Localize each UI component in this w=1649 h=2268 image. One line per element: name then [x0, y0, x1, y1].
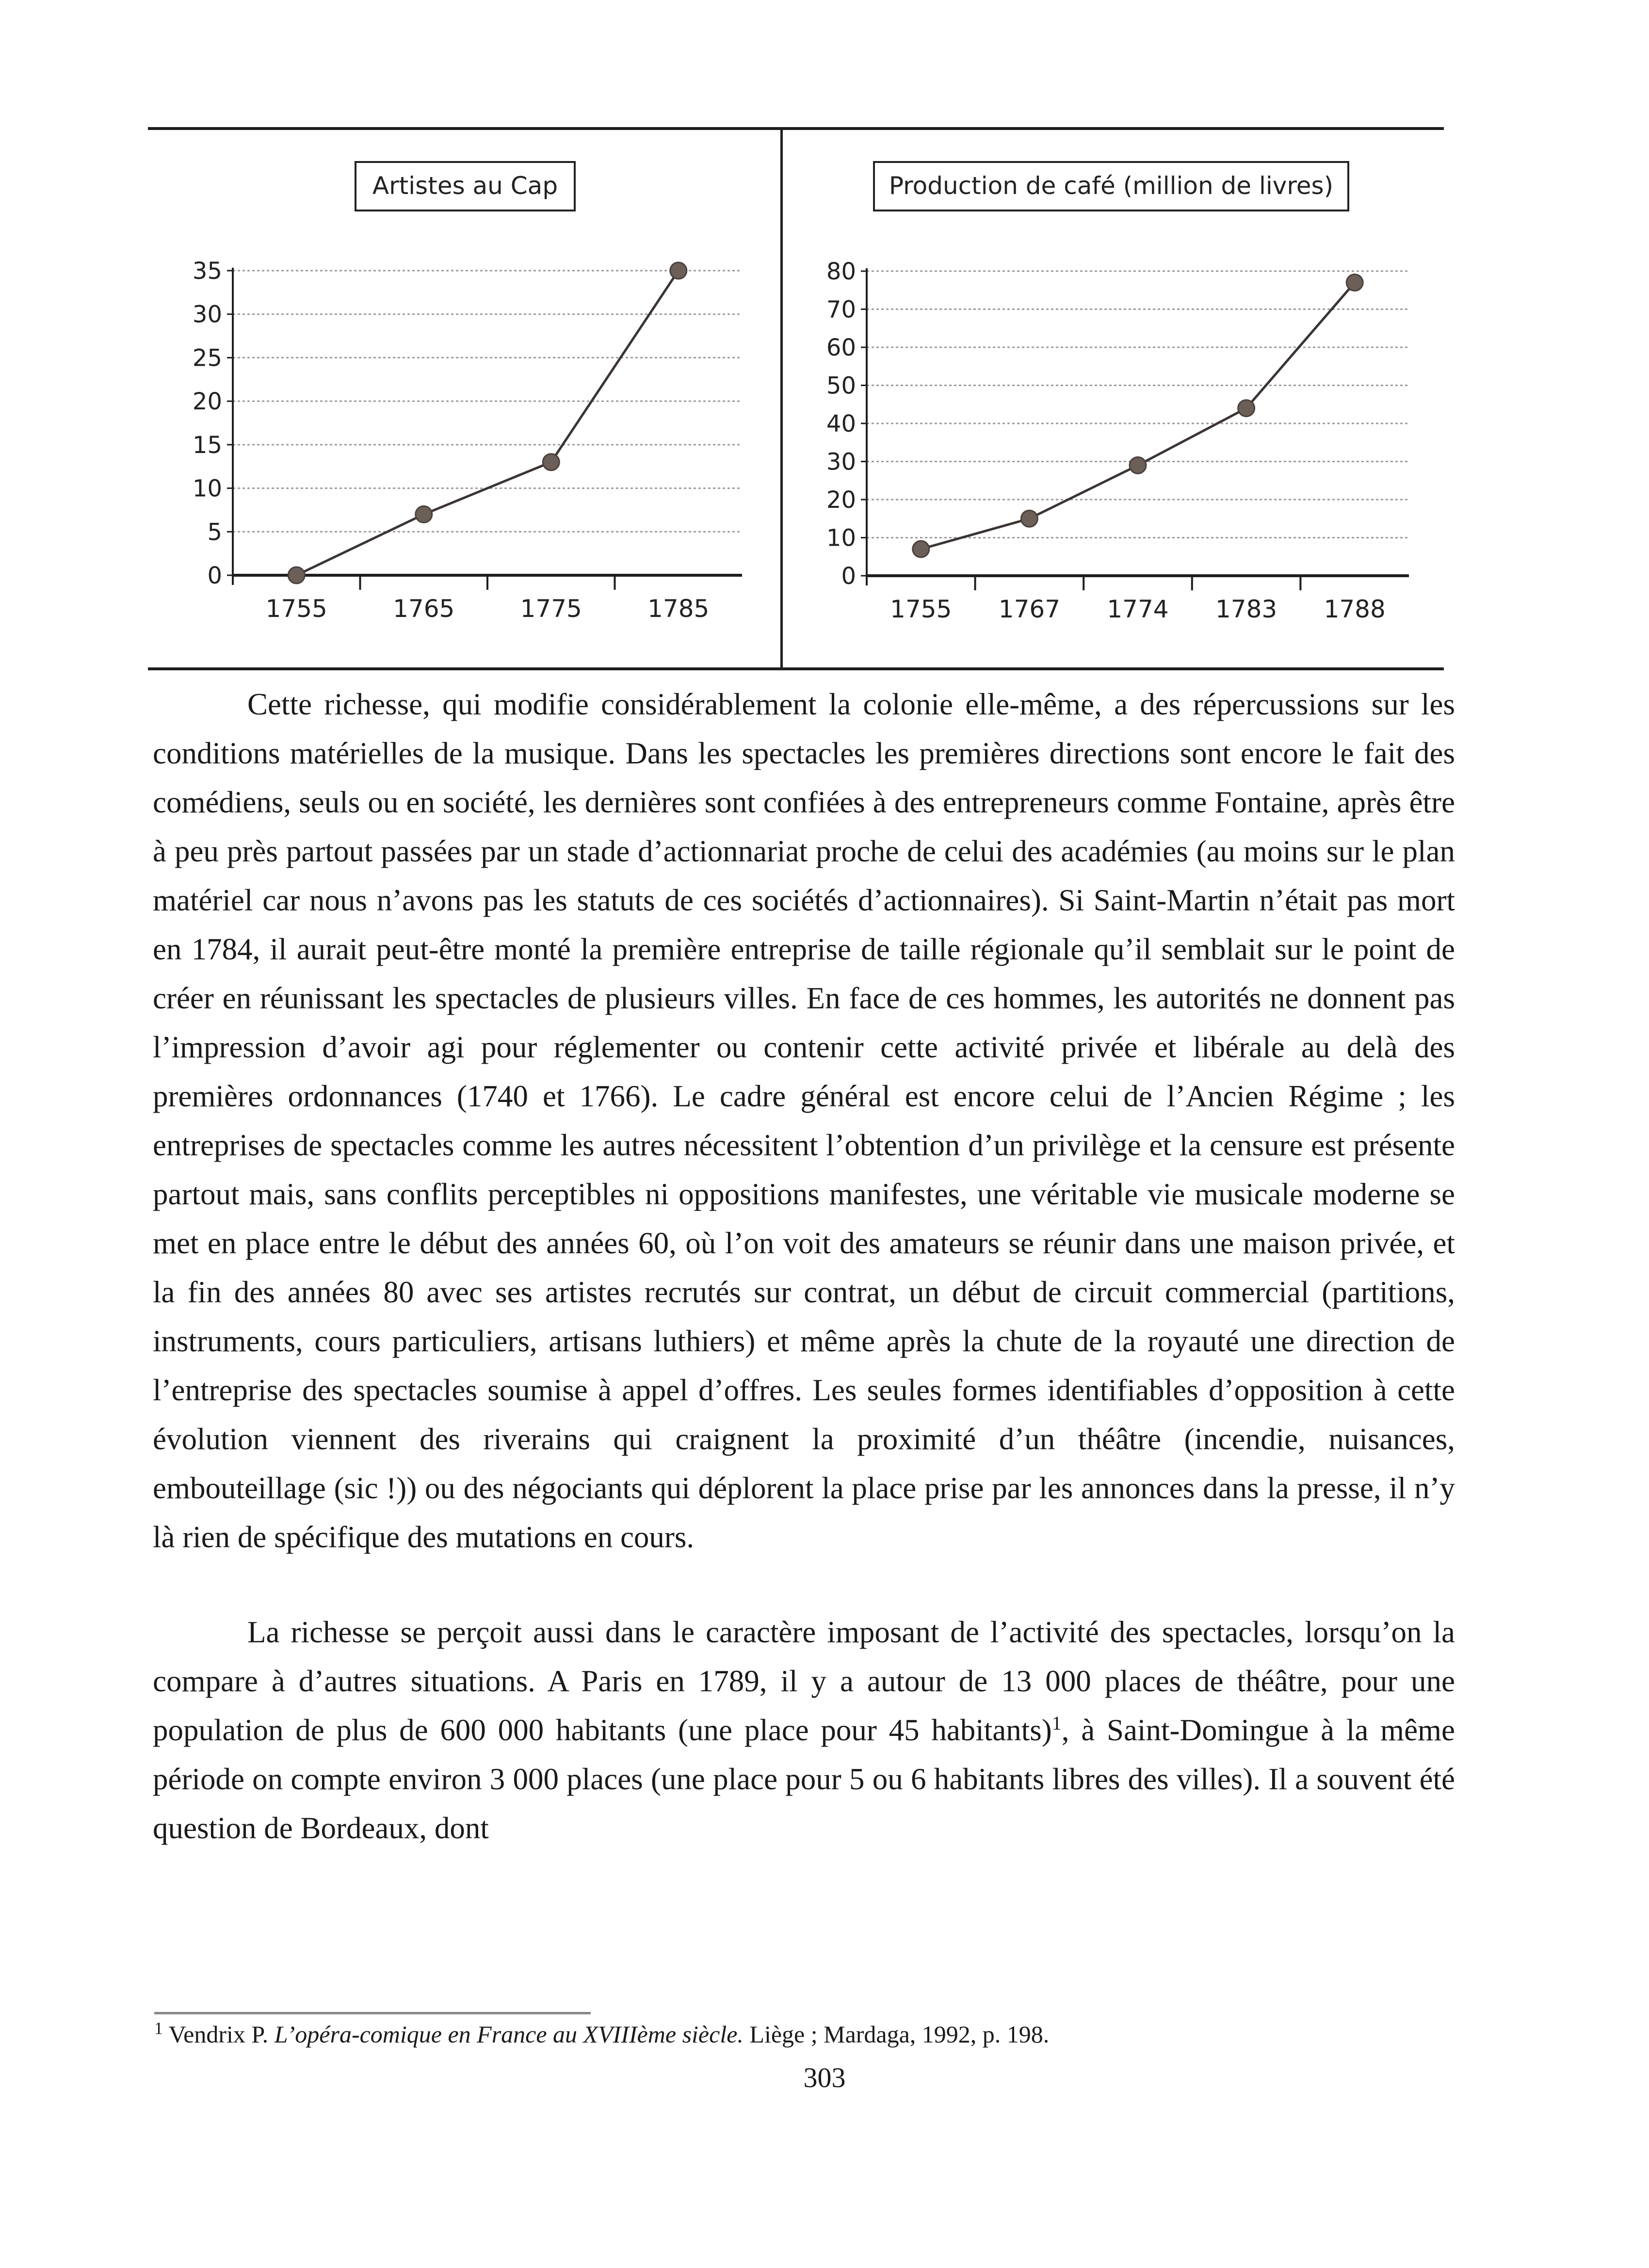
y-tick-label: 10 [192, 475, 222, 502]
chart-title: Production de café (million de livres) [889, 172, 1334, 200]
data-point [913, 541, 929, 557]
chart-production-cafe [783, 130, 1444, 667]
data-point [543, 454, 559, 470]
y-tick-label: 60 [826, 334, 856, 361]
y-tick-label: 40 [826, 410, 856, 437]
y-tick-label: 10 [826, 524, 856, 552]
x-tick-label: 1767 [998, 595, 1061, 623]
footnote [154, 2020, 1049, 2048]
series-line [921, 283, 1355, 550]
x-tick-label: 1765 [393, 595, 455, 623]
x-tick-label: 1788 [1324, 595, 1386, 623]
y-tick-label: 30 [192, 301, 222, 328]
y-tick-label: 25 [192, 344, 222, 372]
paragraph-2-text-a: La richesse se perçoit aussi dans le caractère imposant de l’activité des spectacles, lorsqu’on la compare à d’autres situations. A Paris en 1789, il y a autour de 13 000 places de théâtre, pour une population de plus de 600 000 habitants (une place pour 45 habitants) [153, 1615, 1455, 1747]
data-point [416, 506, 432, 522]
x-tick-label: 1785 [647, 595, 710, 623]
chart-title: Artistes au Cap [372, 172, 558, 200]
footnote-ref[interactable]: 1 [1051, 1712, 1062, 1734]
paragraph-2 [153, 1608, 1455, 1853]
y-tick-label: 0 [207, 562, 222, 589]
data-point [288, 567, 305, 583]
paragraph-1: Cette richesse, qui modifie considérablement la colonie elle-même, a des répercussions sur les conditions matérielles de la musique. Dans les spectacles les premières directions sont encore le fait des comédiens, seuls ou en société, les dernières sont confiées à des entrepreneurs comme Fontaine, après être à peu près partout passées par un stade d’actionnariat proche de celui des académies (au moins sur le plan matériel car nous n’avons pas les statuts de ces sociétés d’actionnaires). Si Saint-Martin n’était pas mort en 1784, il aurait peut-être monté la première entreprise de taille régionale qu’il semblait sur le point de créer en réunissant les spectacles de plusieurs villes. En face de ces hommes, les autorités ne donnent pas l’impression d’avoir agi pour réglementer ou contenir cette activité privée et libérale au delà des premières ordonnances (1740 et 1766). Le cadre général est encore celui de l’Ancien Régime ; les entreprises de spectacles comme les autres nécessitent l’obtention d’un privilège et la censure est présente partout mais, sans conflits perceptibles ni oppositions manifestes, une véritable vie musicale moderne se met en place entre le début des années 60, où l’on voit des amateurs se réunir dans une maison privée, et la fin des années 80 avec ses artistes recrutés sur contrat, un début de circuit commercial (partitions, instruments, cours particuliers, artisans luthiers) et même après la chute de la royauté une direction de l’entreprise des spectacles soumise à appel d’offres. Les seules formes identifiables d’opposition à cette évolution viennent des riverains qui craignent la proximité d’un théâtre (incendie, nuisances, embouteillage (sic !)) ou des négociants qui déplorent la place prise par les annonces dans la presse, il n’y là rien de spécifique des mutations en cours. [153, 687, 1455, 1554]
data-point [1238, 400, 1255, 417]
page-number: 303 [803, 2062, 846, 2093]
footnote-title: L’opéra-comique en France au XVIIIème siècle. [274, 2021, 744, 2048]
x-tick-label: 1783 [1215, 595, 1277, 623]
chart-divider [780, 127, 783, 670]
body-text [153, 680, 1455, 1853]
x-tick-label: 1755 [890, 595, 952, 623]
data-point [670, 262, 687, 279]
footnote-publisher: Liège ; Mardaga, 1992, p. 198. [749, 2021, 1050, 2048]
y-tick-label: 20 [826, 486, 856, 514]
footnote-rule [154, 2012, 591, 2014]
y-tick-label: 50 [826, 372, 856, 400]
y-tick-label: 70 [826, 296, 856, 324]
y-tick-label: 20 [192, 388, 222, 416]
x-tick-label: 1774 [1107, 595, 1169, 623]
footnote-author: Vendrix P. [168, 2021, 269, 2048]
x-tick-label: 1755 [265, 595, 327, 623]
y-tick-label: 0 [841, 563, 856, 590]
paragraph-2-text-b: , à Saint-Domingue à la même période on compte environ 3 000 places (une place pour 5 ou 6 habitants libres des villes). Il a souvent été question de Bordeaux, dont [153, 1713, 1455, 1845]
data-point [1346, 275, 1363, 291]
footnote-number: 1 [154, 2018, 163, 2038]
y-tick-label: 15 [192, 431, 222, 459]
chart-artistes-au-cap [148, 130, 778, 667]
y-tick-label: 35 [192, 258, 222, 285]
x-tick-label: 1775 [520, 595, 582, 623]
y-tick-label: 5 [207, 518, 222, 546]
series-line [296, 271, 679, 575]
y-tick-label: 30 [826, 448, 856, 476]
data-point [1130, 457, 1146, 473]
bottom-rule [148, 667, 1444, 670]
data-point [1021, 510, 1037, 527]
y-tick-label: 80 [826, 258, 856, 285]
